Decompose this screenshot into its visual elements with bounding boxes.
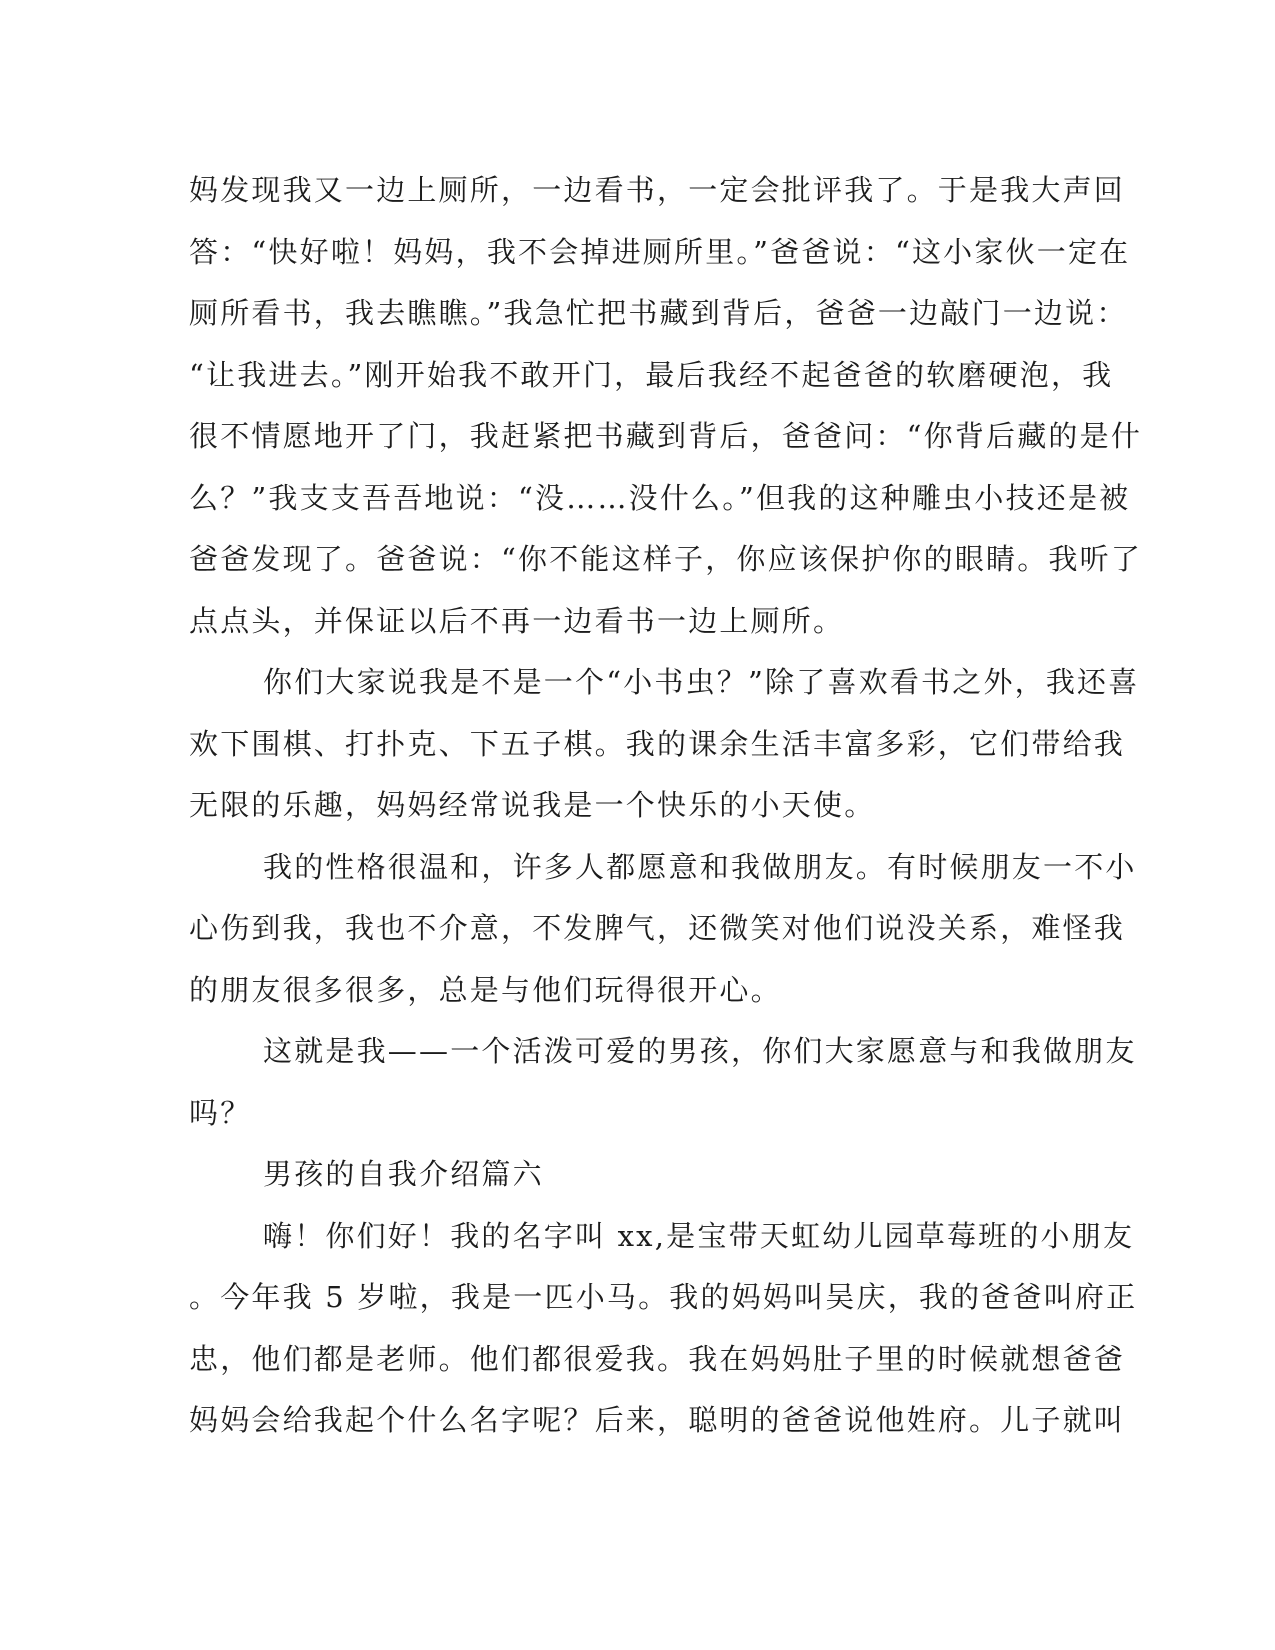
paragraph-first-line: 我的性格很温和，许多人都愿意和我做朋友。有时候朋友一不小 (263, 849, 1137, 884)
text-line: 很不情愿地开了门，我赶紧把书藏到背后，爸爸问：“你背后藏的是什 (189, 419, 1143, 453)
text-line: 妈妈会给我起个什么名字呢？后来，聪明的爸爸说他姓府。儿子就叫 (189, 1403, 1126, 1437)
paragraph-first-line: 这就是我——一个活泼可爱的男孩，你们大家愿意与和我做朋友 (263, 1034, 1137, 1068)
text-line: 爸爸发现了。爸爸说：“你不能这样子，你应该保护你的眼睛。我听了 (189, 542, 1143, 576)
text-line: 无限的乐趣，妈妈经常说我是一个快乐的小天使。 (189, 788, 876, 822)
text-line: 么？”我支支吾吾地说：“没……没什么。”但我的这种雕虫小技还是被 (189, 480, 1131, 515)
text-line: “让我进去。”刚开始我不敢开门，最后我经不起爸爸的软磨硬泡，我 (189, 357, 1114, 392)
text-line: 忠，他们都是老师。他们都很爱我。我在妈妈肚子里的时候就想爸爸 (189, 1341, 1126, 1376)
text-line: 欢下围棋、打扑克、下五子棋。我的课余生活丰富多彩，它们带给我 (189, 726, 1126, 761)
text-line: 答：“快好啦！妈妈，我不会掉进厕所里。”爸爸说：“这小家伙一定在 (189, 234, 1131, 269)
text-line: 心伤到我，我也不介意，不发脾气，还微笑对他们说没关系，难怪我 (189, 911, 1126, 945)
paragraph-first-line: 嗨！你们好！我的名字叫 xx,是宝带天虹幼儿园草莓班的小朋友 (263, 1218, 1135, 1253)
section-heading: 男孩的自我介绍篇六 (263, 1157, 544, 1191)
document-body (189, 160, 1143, 1452)
paragraph-first-line: 你们大家说我是不是一个“小书虫？”除了喜欢看书之外，我还喜 (263, 665, 1140, 699)
text-line: 点点头，并保证以后不再一边看书一边上厕所。 (189, 603, 845, 638)
text-line: 妈发现我又一边上厕所，一边看书，一定会批评我了。于是我大声回 (189, 173, 1126, 207)
text-line: 的朋友很多很多，总是与他们玩得很开心。 (189, 972, 782, 1007)
text-line: 吗？ (189, 1095, 252, 1130)
text-line: 。今年我 5 岁啦，我是一匹小马。我的妈妈叫吴庆，我的爸爸叫府正 (189, 1280, 1138, 1314)
text-line: 厕所看书，我去瞧瞧。”我急忙把书藏到背后，爸爸一边敲门一边说： (189, 296, 1128, 330)
